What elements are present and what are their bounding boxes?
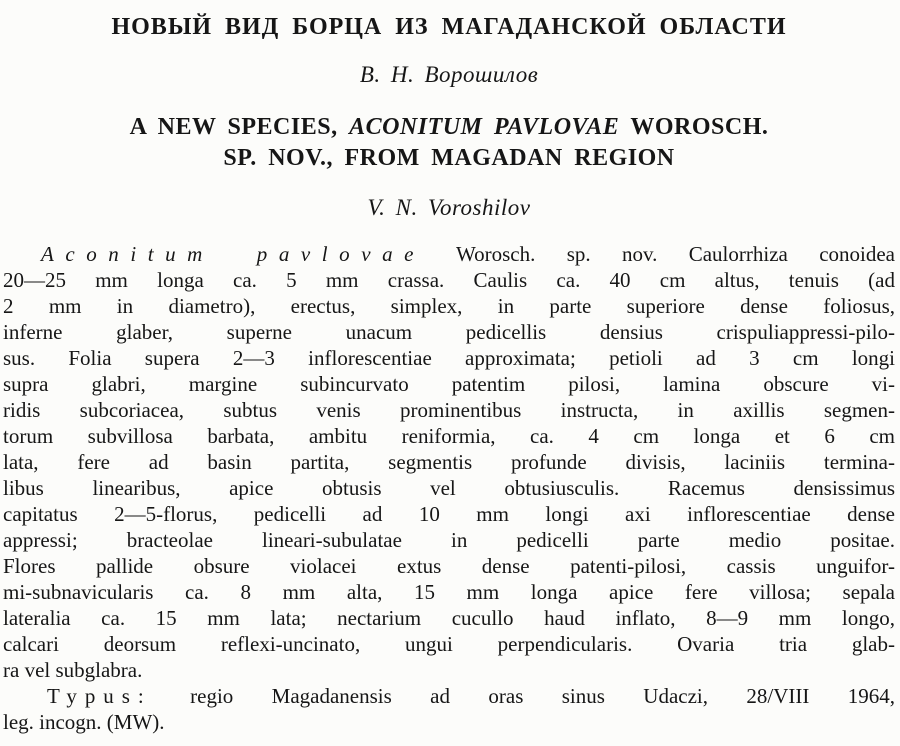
- text-line-segment: regio Magadanensis ad oras sinus Udaczi, 28/VIII 1964,: [190, 684, 896, 708]
- text-line: torum subvillosa barbata, ambitu reniformia, ca. 4 cm longa et 6 cm: [3, 424, 895, 448]
- species-name-spaced: Aconitum pavlovae: [41, 242, 425, 266]
- text-line: [3, 241, 895, 267]
- text-line: ra vel subglabra.: [3, 658, 143, 682]
- title-english: [3, 112, 895, 174]
- text-line: lateralia ca. 15 mm lata; nectarium cucullo haud inflato, 8—9 mm longo,: [3, 606, 895, 630]
- title-english-pre: A NEW SPECIES,: [129, 114, 350, 140]
- text-line: ridis subcoriacea, subtus venis prominentibus instructa, in axillis segmen-: [3, 398, 895, 422]
- text-line: calcari deorsum reflexi-uncinato, ungui perpendicularis. Ovaria tria glab-: [3, 632, 895, 656]
- title-english-post: WOROSCH.: [619, 114, 769, 140]
- text-line: lata, fere ad basin partita, segmentis profunde divisis, laciniis termina-: [3, 450, 895, 474]
- typus-label-spaced: Typus:: [47, 684, 152, 708]
- text-line: libus linearibus, apice obtusis vel obtusiusculis. Racemus densissimus: [3, 476, 895, 500]
- text-line: 20—25 mm longa ca. 5 mm crassa. Caulis ca. 40 cm altus, tenuis (ad: [3, 268, 895, 292]
- title-english-line2: SP. NOV., FROM MAGADAN REGION: [223, 145, 675, 171]
- text-line: sus. Folia supera 2—3 inflorescentiae approximata; petioli ad 3 cm longi: [3, 346, 895, 370]
- text-line: Flores pallide obsure violacei extus dense patenti-pilosi, cassis unguifor-: [3, 554, 895, 578]
- text-line: appressi; bracteolae lineari-subulatae in pedicelli parte medio positae.: [3, 528, 895, 552]
- text-line: inferne glaber, superne unacum pedicellis densius crispuliappressi-pilo-: [3, 320, 895, 344]
- text-line: capitatus 2—5-florus, pedicelli ad 10 mm longi axi inflorescentiae dense: [3, 502, 895, 526]
- title-russian: НОВЫЙ ВИД БОРЦА ИЗ МАГАДАНСКОЙ ОБЛАСТИ: [111, 14, 787, 40]
- text-line: mi-subnavicularis ca. 8 mm alta, 15 mm longa apice fere villosa; sepala: [3, 580, 895, 604]
- text-line-segment: Worosch. sp. nov. Caulorrhiza conoidea: [455, 242, 895, 266]
- article-body: [3, 241, 895, 735]
- text-line: supra glabri, margine subincurvato patentim pilosi, lamina obscure vi-: [3, 372, 895, 396]
- author-russian: В. Н. Ворошилов: [359, 62, 539, 87]
- title-english-line1: [130, 114, 769, 140]
- author-english-transliterated: V. N. Voroshilov: [367, 195, 531, 220]
- title-english-species-name: ACONITUM PAVLOVAE: [349, 114, 620, 140]
- text-line: 2 mm in diametro), erectus, simplex, in parte superiore dense foliosus,: [3, 294, 895, 318]
- text-line: [3, 683, 895, 709]
- text-line: leg. incogn. (MW).: [3, 710, 165, 734]
